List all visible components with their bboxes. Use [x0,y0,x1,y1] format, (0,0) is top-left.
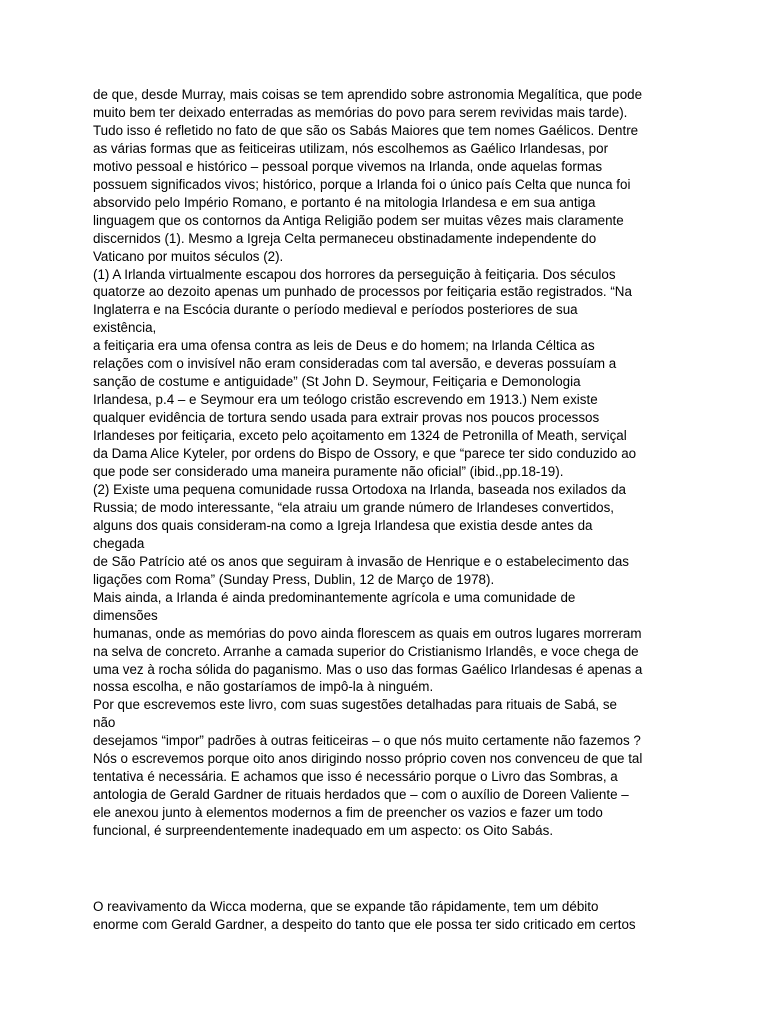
text-line: motivo pessoal e histórico – pessoal porque vivemos na Irlanda, onde aquelas formas [93,158,603,174]
text-line: linguagem que os contornos da Antiga Religião podem ser muitas vêzes mais claramente [93,212,624,228]
text-line: discernidos (1). Mesmo a Igreja Celta permaneceu obstinadamente independente do [93,230,597,246]
text-line: antologia de Gerald Gardner de rituais herdados que – com o auxílio de Doreen Valiente – [93,787,629,803]
text-line: chegada [93,535,145,551]
text-line: alguns dos quais consideram-na como a Igreja Irlandesa que existia desde antes da [93,517,593,533]
text-line: Mais ainda, a Irlanda é ainda predominantemente agrícola e uma comunidade de [93,589,576,605]
text-line: Russia; de modo interessante, “ela atraiu um grande número de Irlandeses convertidos, [93,499,615,515]
text-line: absorvido pelo Império Romano, e portanto é na mitologia Irlandesa e em sua antiga [93,194,596,210]
text-line: quatorze ao dezoito apenas um punhado de processos por feitiçaria estão registrados. “Na [93,284,632,300]
text-line: nossa escolha, e não gostaríamos de impô-la à ninguém. [93,679,434,695]
text-line: (2) Existe uma pequena comunidade russa Ortodoxa na Irlanda, baseada nos exilados da [93,481,626,497]
text-line: Irlandesa, p.4 – e Seymour era um teólogo cristão escrevendo em 1913.) Nem existe [93,392,598,408]
text-line: Vaticano por muitos séculos (2). [93,248,284,264]
text-line: de que, desde Murray, mais coisas se tem aprendido sobre astronomia Megalítica, que pode [93,87,643,102]
body-text-top [93,86,693,840]
text-line: não [93,715,116,731]
text-line: relações com o invisível não eram consideradas com tal aversão, e deveras possuíam a [93,356,617,372]
text-line: ligações com Roma” (Sunday Press, Dublin, 12 de Março de 1978). [93,571,495,587]
text-line: Por que escrevemos este livro, com suas sugestões detalhadas para rituais de Sabá, se [93,697,618,713]
text-line: Inglaterra e na Escócia durante o período medieval e períodos posteriores de sua [93,302,578,318]
text-line: qualquer evidência de tortura sendo usada para extrair provas nos poucos processos [93,410,600,426]
text-line: muito bem ter deixado enterradas as memórias do povo para serem revividas mais tarde). [93,104,628,120]
text-line: desejamos “impor” padrões à outras feiticeiras – o que nós muito certamente não fazemos ? [93,733,641,749]
text-line: existência, [93,320,157,336]
text-line: enorme com Gerald Gardner, a despeito do tanto que ele possa ter sido criticado em certos [93,916,636,932]
text-line: da Dama Alice Kyteler, por ordens do Bispo de Ossory, e que “parece ter sido conduzido ao [93,446,637,462]
text-line: humanas, onde as memórias do povo ainda florescem as quais em outros lugares morreram [93,625,642,641]
text-line: sanção de costume e antiguidade” (St John D. Seymour, Feitiçaria e Demonologia [93,374,581,390]
text-line: Tudo isso é refletido no fato de que são os Sabás Maiores que tem nomes Gaélicos. Dentre [93,122,639,138]
text-line: funcional, é surpreendentemente inadequado em um aspecto: os Oito Sabás. [93,823,554,839]
text-line: dimensões [93,607,158,623]
text-line: uma vez à rocha sólida do paganismo. Mas o uso das formas Gaélico Irlandesas é apenas a [93,661,643,677]
text-line: que pode ser considerado uma maneira puramente não oficial” (ibid.,pp.18-19). [93,464,564,480]
body-text-bottom [93,898,693,934]
text-line: na selva de concreto. Arranhe a camada superior do Cristianismo Irlandês, e voce chega de [93,643,639,659]
text-line: (1) A Irlanda virtualmente escapou dos horrores da perseguição à feitiçaria. Dos séculos [93,266,616,282]
text-line: a feitiçaria era uma ofensa contra as leis de Deus e do homem; na Irlanda Céltica as [93,338,595,354]
text-line: O reavivamento da Wicca moderna, que se expande tão rápidamente, tem um débito [93,899,599,914]
text-line: possuem significados vivos; histórico, porque a Irlanda foi o único país Celta que nunca foi [93,176,631,192]
text-line: as várias formas que as feiticeiras utilizam, nós escolhemos as Gaélico Irlandesas, por [93,140,609,156]
text-line: de São Patrício até os anos que seguiram à invasão de Henrique e o estabelecimento das [93,553,629,569]
text-line: Irlandeses por feitiçaria, exceto pelo açoitamento em 1324 de Petronilla of Meath, serviçal [93,428,627,444]
text-line: Nós o escrevemos porque oito anos dirigindo nosso próprio coven nos convenceu de que tal [93,751,643,767]
text-line: tentativa é necessária. E achamos que isso é necessário porque o Livro das Sombras, a [93,769,618,785]
text-line: ele anexou junto à elementos modernos a fim de preencher os vazios e fazer um todo [93,805,603,821]
